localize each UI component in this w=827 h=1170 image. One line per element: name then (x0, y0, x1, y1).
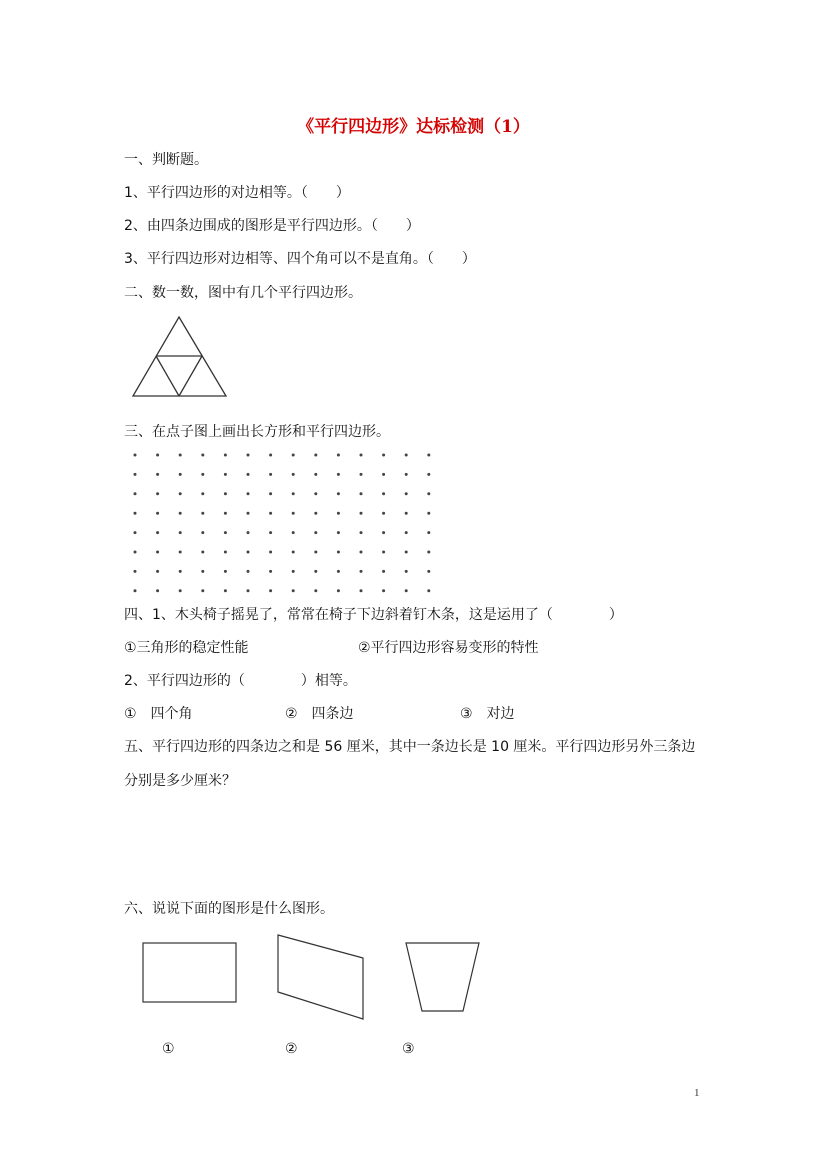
grid-dot (201, 589, 204, 592)
section1-item-3: 3、平行四边形对边相等、四个角可以不是直角。（ ） (124, 251, 476, 267)
page-title: 《平行四边形》达标检测（1） (297, 117, 530, 137)
grid-dot (382, 570, 385, 573)
grid-dot (179, 473, 182, 476)
grid-dot (201, 531, 204, 534)
grid-dot (224, 570, 227, 573)
grid-dot (224, 454, 227, 457)
grid-dot (224, 492, 227, 495)
grid-dot (337, 454, 340, 457)
section3-heading: 三、在点子图上画出长方形和平行四边形。 (124, 424, 390, 440)
grid-dot (382, 531, 385, 534)
grid-dot (134, 589, 137, 592)
trapezoid-shape (406, 943, 479, 1011)
section4-q2-option-3: ③ 对边 (460, 706, 515, 722)
grid-dot (405, 570, 408, 573)
grid-dot (247, 570, 250, 573)
grid-dot (337, 492, 340, 495)
grid-dot (156, 551, 159, 554)
grid-dot (382, 512, 385, 515)
grid-dot (427, 551, 430, 554)
grid-dot (427, 492, 430, 495)
grid-dot (269, 454, 272, 457)
grid-dot (224, 589, 227, 592)
grid-dot (382, 492, 385, 495)
grid-dot (337, 473, 340, 476)
section4-question-1: 四、1、木头椅子摇晃了，常常在椅子下边斜着钉木条，这是运用了（ ） (124, 607, 623, 623)
grid-dot (382, 473, 385, 476)
grid-dot (427, 473, 430, 476)
grid-dot (134, 531, 137, 534)
section6-heading: 六、说说下面的图形是什么图形。 (124, 901, 334, 917)
section1-item-1: 1、平行四边形的对边相等。（ ） (124, 185, 350, 201)
grid-dot (405, 551, 408, 554)
grid-dot (360, 570, 363, 573)
grid-dot (405, 512, 408, 515)
grid-dot (405, 589, 408, 592)
grid-dot (314, 512, 317, 515)
grid-dot (292, 492, 295, 495)
grid-dot (292, 570, 295, 573)
grid-dot (337, 589, 340, 592)
grid-dot (247, 473, 250, 476)
grid-dot (269, 551, 272, 554)
grid-dot (405, 473, 408, 476)
parallelogram-shape (278, 935, 363, 1019)
grid-dot (224, 473, 227, 476)
grid-dot (314, 492, 317, 495)
grid-dot (360, 492, 363, 495)
grid-dot (156, 531, 159, 534)
section4-question-2: 2、平行四边形的（ ）相等。 (124, 673, 357, 689)
grid-dot (269, 473, 272, 476)
grid-dot (292, 531, 295, 534)
grid-dot (427, 454, 430, 457)
grid-dot (314, 454, 317, 457)
grid-dot (337, 512, 340, 515)
grid-dot (156, 492, 159, 495)
grid-dot (405, 531, 408, 534)
shape-label-2: ② (285, 1041, 298, 1057)
grid-dot (269, 492, 272, 495)
grid-dot (134, 551, 137, 554)
grid-dot (360, 589, 363, 592)
grid-dot (134, 570, 137, 573)
grid-dot (382, 454, 385, 457)
grid-dot (314, 589, 317, 592)
grid-dot (337, 551, 340, 554)
section1-item-2: 2、由四条边围成的图形是平行四边形。（ ） (124, 218, 420, 234)
grid-dot (382, 589, 385, 592)
grid-dot (314, 551, 317, 554)
grid-dot (360, 473, 363, 476)
dot-grid[interactable] (128, 448, 438, 598)
grid-dot (156, 589, 159, 592)
grid-dot (201, 512, 204, 515)
grid-dot (427, 512, 430, 515)
triangle-figure (130, 312, 234, 402)
grid-dot (179, 531, 182, 534)
grid-dot (156, 454, 159, 457)
grid-dot (224, 531, 227, 534)
grid-dot (179, 570, 182, 573)
grid-dot (179, 551, 182, 554)
section5-line-1: 五、平行四边形的四条边之和是 56 厘米，其中一条边长是 10 厘米。平行四边形另外三条边 (124, 739, 696, 755)
page-number: 1 (694, 1087, 700, 1099)
section1-heading: 一、判断题。 (124, 152, 208, 168)
grid-dot (360, 454, 363, 457)
grid-dot (269, 531, 272, 534)
grid-dot (382, 551, 385, 554)
grid-dot (292, 473, 295, 476)
section4-q2-option-2: ② 四条边 (285, 706, 354, 722)
grid-dot (134, 473, 137, 476)
grid-dot (405, 492, 408, 495)
section2-heading: 二、数一数，图中有几个平行四边形。 (124, 285, 362, 301)
section4-q1-option-2: ②平行四边形容易变形的特性 (358, 640, 539, 656)
section4-q2-option-1: ① 四个角 (124, 706, 193, 722)
grid-dot (269, 589, 272, 592)
grid-dot (156, 473, 159, 476)
grid-dot (156, 570, 159, 573)
grid-dot (292, 589, 295, 592)
grid-dot (134, 512, 137, 515)
grid-dot (314, 531, 317, 534)
section5-line-2: 分别是多少厘米？ (124, 773, 236, 789)
grid-dot (405, 454, 408, 457)
grid-dot (156, 512, 159, 515)
shape-label-3: ③ (402, 1041, 415, 1057)
grid-dot (292, 512, 295, 515)
shape-label-1: ① (162, 1041, 175, 1057)
grid-dot (247, 454, 250, 457)
grid-dot (292, 454, 295, 457)
grid-dot (134, 454, 137, 457)
grid-dot (269, 570, 272, 573)
grid-dot (224, 551, 227, 554)
grid-dot (179, 454, 182, 457)
grid-dot (269, 512, 272, 515)
grid-dot (247, 531, 250, 534)
grid-dot (314, 473, 317, 476)
grid-dot (427, 570, 430, 573)
grid-dot (201, 551, 204, 554)
grid-dot (427, 531, 430, 534)
grid-dot (201, 473, 204, 476)
section4-q1-option-1: ①三角形的稳定性能 (124, 640, 249, 656)
grid-dot (247, 512, 250, 515)
grid-dot (179, 512, 182, 515)
grid-dot (427, 589, 430, 592)
grid-dot (314, 570, 317, 573)
grid-dot (360, 531, 363, 534)
grid-dot (337, 531, 340, 534)
grid-dot (179, 589, 182, 592)
grid-dot (360, 512, 363, 515)
grid-dot (201, 454, 204, 457)
grid-dot (179, 492, 182, 495)
grid-dot (360, 551, 363, 554)
grid-dot (292, 551, 295, 554)
rectangle-shape (143, 943, 236, 1002)
grid-dot (247, 589, 250, 592)
grid-dot (247, 551, 250, 554)
shapes-figure (130, 928, 500, 1028)
grid-dot (201, 570, 204, 573)
grid-dot (201, 492, 204, 495)
grid-dot (337, 570, 340, 573)
grid-dot (224, 512, 227, 515)
grid-dot (247, 492, 250, 495)
grid-dot (134, 492, 137, 495)
